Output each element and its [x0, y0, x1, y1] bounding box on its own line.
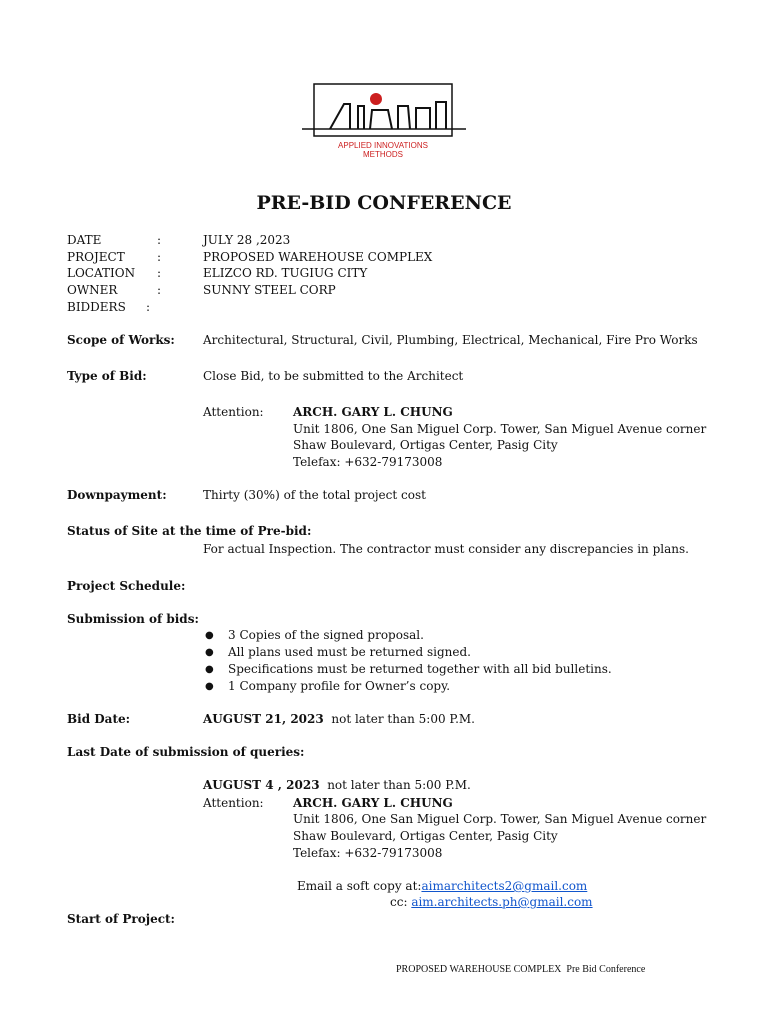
email-cc-link[interactable]: aim.architects.ph@gmail.com [411, 895, 593, 909]
site-status-label: Status of Site at the time of Pre-bid: [67, 524, 312, 538]
downpayment-value: Thirty (30%) of the total project cost [203, 488, 426, 502]
schedule-label: Project Schedule: [67, 579, 186, 593]
email-cc-line [390, 895, 593, 909]
bullet-icon: ● [205, 681, 214, 692]
info-label-project: PROJECT [67, 250, 125, 264]
attention1-name: ARCH. GARY L. CHUNG [293, 405, 453, 419]
attention2-address-line1: Unit 1806, One San Miguel Corp. Tower, San Miguel Avenue corner [293, 812, 707, 826]
company-logo [300, 82, 468, 160]
info-value-location: ELIZCO RD. TUGIUG CITY [203, 266, 368, 280]
submission-item: All plans used must be returned signed. [228, 645, 471, 659]
bid-date-value [203, 712, 475, 726]
logo-dot-icon [370, 93, 382, 105]
queries-value [203, 778, 471, 792]
submission-item: 1 Company profile for Owner’s copy. [228, 679, 451, 693]
attention1-telefax: Telefax: +632-79173008 [293, 455, 443, 469]
document-title: PRE-BID CONFERENCE [256, 192, 512, 214]
info-label-location: LOCATION [67, 266, 136, 280]
logo-text-line1: APPLIED INNOVATIONS [338, 141, 428, 150]
start-label: Start of Project: [67, 912, 175, 926]
footer-project: PROPOSED WAREHOUSE COMPLEX [396, 964, 562, 975]
attention1-label: Attention: [203, 405, 264, 419]
submission-item: Specifications must be returned together with all bid bulletins. [228, 662, 612, 676]
footer-title: Pre Bid Conference [566, 964, 646, 975]
bullet-icon: ● [205, 630, 214, 641]
site-status-value: For actual Inspection. The contractor must consider any discrepancies in plans. [203, 542, 689, 556]
aim-logo-graphic [300, 82, 468, 160]
queries-label: Last Date of submission of queries: [67, 745, 305, 759]
info-colon-location: : [157, 266, 162, 280]
info-value-owner: SUNNY STEEL CORP [203, 283, 336, 297]
bid-date-date: AUGUST 21, 2023 [203, 712, 324, 726]
bid-date-note: not later than 5:00 P.M. [331, 712, 475, 726]
bid-type-value: Close Bid, to be submitted to the Architect [203, 369, 464, 383]
attention1-address-line2: Shaw Boulevard, Ortigas Center, Pasig City [293, 438, 558, 452]
bid-date-label: Bid Date: [67, 712, 131, 726]
info-label-owner: OWNER [67, 283, 118, 297]
logo-text-line2: METHODS [363, 150, 403, 159]
attention2-label: Attention: [203, 796, 264, 810]
info-value-date: JULY 28 ,2023 [203, 233, 291, 247]
info-label-bidders: BIDDERS [67, 300, 126, 314]
page-footer [396, 964, 645, 975]
queries-note: not later than 5:00 P.M. [327, 778, 471, 792]
queries-date: AUGUST 4 , 2023 [203, 778, 320, 792]
email-link[interactable]: aimarchitects2@gmail.com [421, 879, 588, 893]
email-label: Email a soft copy at: [297, 879, 422, 893]
attention2-address-line2: Shaw Boulevard, Ortigas Center, Pasig City [293, 829, 558, 843]
scope-label: Scope of Works: [67, 333, 175, 347]
attention1-address-line1: Unit 1806, One San Miguel Corp. Tower, San Miguel Avenue corner [293, 422, 707, 436]
email-line [297, 879, 587, 893]
info-colon-date: : [157, 233, 162, 247]
submission-label: Submission of bids: [67, 612, 199, 626]
info-colon-bidders: : [146, 300, 151, 314]
bid-type-label: Type of Bid: [67, 369, 147, 383]
attention2-telefax: Telefax: +632-79173008 [293, 846, 443, 860]
info-label-date: DATE [67, 233, 102, 247]
attention2-name: ARCH. GARY L. CHUNG [293, 796, 453, 810]
scope-value: Architectural, Structural, Civil, Plumbing, Electrical, Mechanical, Fire Pro Works [203, 333, 698, 347]
submission-item: 3 Copies of the signed proposal. [228, 628, 424, 642]
email-cc-label: cc: [390, 895, 408, 909]
info-colon-project: : [157, 250, 162, 264]
bullet-icon: ● [205, 647, 214, 658]
info-value-project: PROPOSED WAREHOUSE COMPLEX [203, 250, 433, 264]
downpayment-label: Downpayment: [67, 488, 167, 502]
info-colon-owner: : [157, 283, 162, 297]
bullet-icon: ● [205, 664, 214, 675]
